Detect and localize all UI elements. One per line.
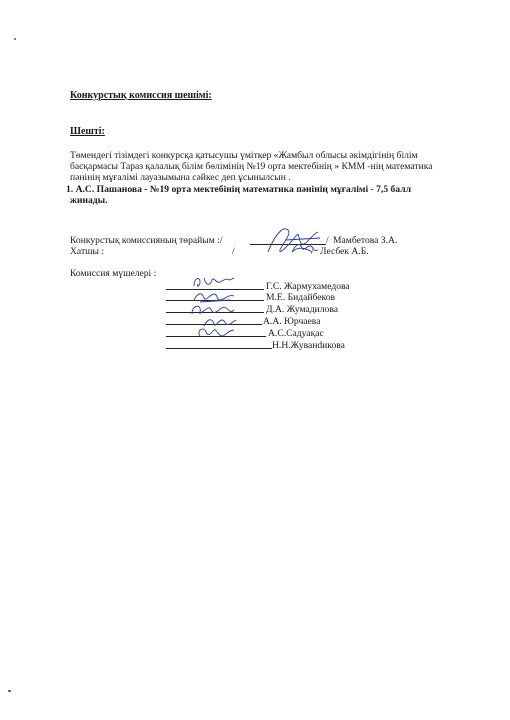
member-name-5: А.С.Садуақас [268, 328, 324, 339]
commission-members-label: Комиссия мүшелері : [70, 268, 157, 279]
decision-line-1: Төмендегі тізімдегі конкурсқа қатысушы үміткер «Жамбыл облысы әкімдігінің білім [70, 150, 418, 161]
decision-line-3: пәнінің мұғалімі лауазымына сәйкес деп ұсынылсын . [70, 172, 291, 183]
chairman-slash: / [326, 235, 329, 246]
commission-decision-heading: Конкурстық комиссия шешімі: [70, 90, 212, 101]
secretary-slash-right: / [311, 246, 314, 257]
candidate-result-line-1: 1. А.С. Пашанова - №19 орта мектебінің математика пәнінің мұғалімі - 7,5 балл [66, 184, 411, 195]
member-name-2: М.Е. Бидайбеков [266, 292, 336, 303]
decided-label: Шешті: [70, 126, 105, 137]
member-signature-line [166, 348, 272, 349]
member-name-6: Н.Н.Жуванdикова [272, 340, 345, 351]
secretary-signature [290, 240, 320, 256]
member-signature-5 [194, 324, 238, 342]
member-name-4: А.А. Юрчаева [263, 316, 321, 327]
member-name-3: Д.А. Жумадилова [266, 304, 338, 315]
chairman-name: Мамбетова З.А. [333, 235, 398, 246]
decision-line-2: басқармасы Тараз қалалық білім бөлімінің №19 орта мектебінің » КММ -нің математика [70, 161, 433, 172]
member-name-1: Г.С. Жармухамедова [266, 281, 350, 292]
candidate-result-line-2: жинады. [70, 195, 108, 206]
secretary-label: Хатшы : [70, 246, 105, 257]
scan-speck [14, 38, 16, 40]
scan-speck [8, 690, 11, 692]
chairman-label: Конкурстық комиссияның төрайым :/ [70, 235, 223, 246]
secretary-name: Лесбек А.Б. [320, 246, 369, 257]
secretary-slash-left: / [232, 246, 235, 257]
